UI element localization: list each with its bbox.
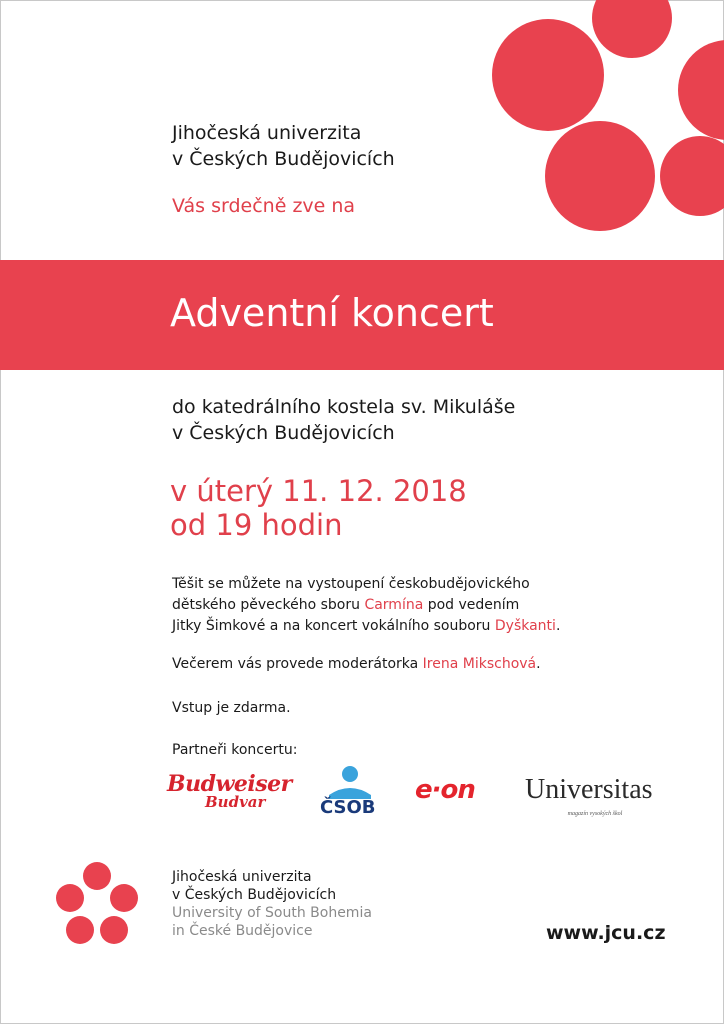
admission-text: Vstup je zdarma. [172,700,291,716]
invite-text: Vás srdečně zve na [172,195,356,217]
ensemble-name: Dyškanti [494,618,556,634]
choir-name: Carmína [364,597,424,613]
footer-cz-line2: v Českých Budějovicích [172,887,337,903]
footer-en-line2: in České Budějovice [172,923,313,939]
circle-5 [660,136,724,216]
host-name: Irena Mikschová [422,656,537,672]
event-date-line1: v úterý 11. 12. 2018 [170,474,467,508]
footer-cz-line1: Jihočeská univerzita [172,869,312,885]
csob-wordmark: ČSOB [320,797,376,818]
universitas-tagline: magazín vysokých škol [567,811,623,817]
budvar-wordmark: Budvar [205,793,266,811]
csob-mark-icon [323,765,393,799]
website-link[interactable]: www.jcu.cz [546,922,666,944]
description-line1: Těšit se můžete na vystoupení českobudějovického [172,576,530,592]
event-time-line2: od 19 hodin [170,508,343,542]
header-university [172,120,395,172]
circle-1 [592,0,672,58]
circle-4 [545,121,655,231]
partners-heading: Partneři koncertu: [172,742,298,758]
description-line2: dětského pěveckého sboru Carmína pod vedením [172,597,520,613]
universitas-logo [525,774,653,817]
venue-line1: do katedrálního kostela sv. Mikuláše [172,396,516,418]
venue [172,394,515,446]
footer-university-name [172,868,372,940]
eon-wordmark: e·on [415,775,475,805]
circle-2 [492,19,604,131]
universitas-wordmark: Universitas [525,774,653,805]
header-university-line2: v Českých Budějovicích [172,148,395,170]
budweiser-wordmark: Budweiser [167,771,292,797]
host-paragraph: Večerem vás provede moderátorka Irena Mikschová. [172,656,541,672]
venue-line2: v Českých Budějovicích [172,422,395,444]
header-university-line1: Jihočeská univerzita [172,122,362,144]
circle-3 [678,40,724,140]
university-logo-icon [52,860,162,955]
event-title: Adventní koncert [170,291,494,335]
event-date [170,474,467,542]
eon-logo [415,775,475,805]
partner-logos [165,765,685,825]
description-line3: Jitky Šimkové a na koncert vokálního souboru Dyškanti. [172,618,561,634]
description-paragraph [172,574,560,637]
csob-logo [315,765,390,821]
budweiser-budvar-logo [165,765,295,815]
footer-en-line1: University of South Bohemia [172,905,372,921]
